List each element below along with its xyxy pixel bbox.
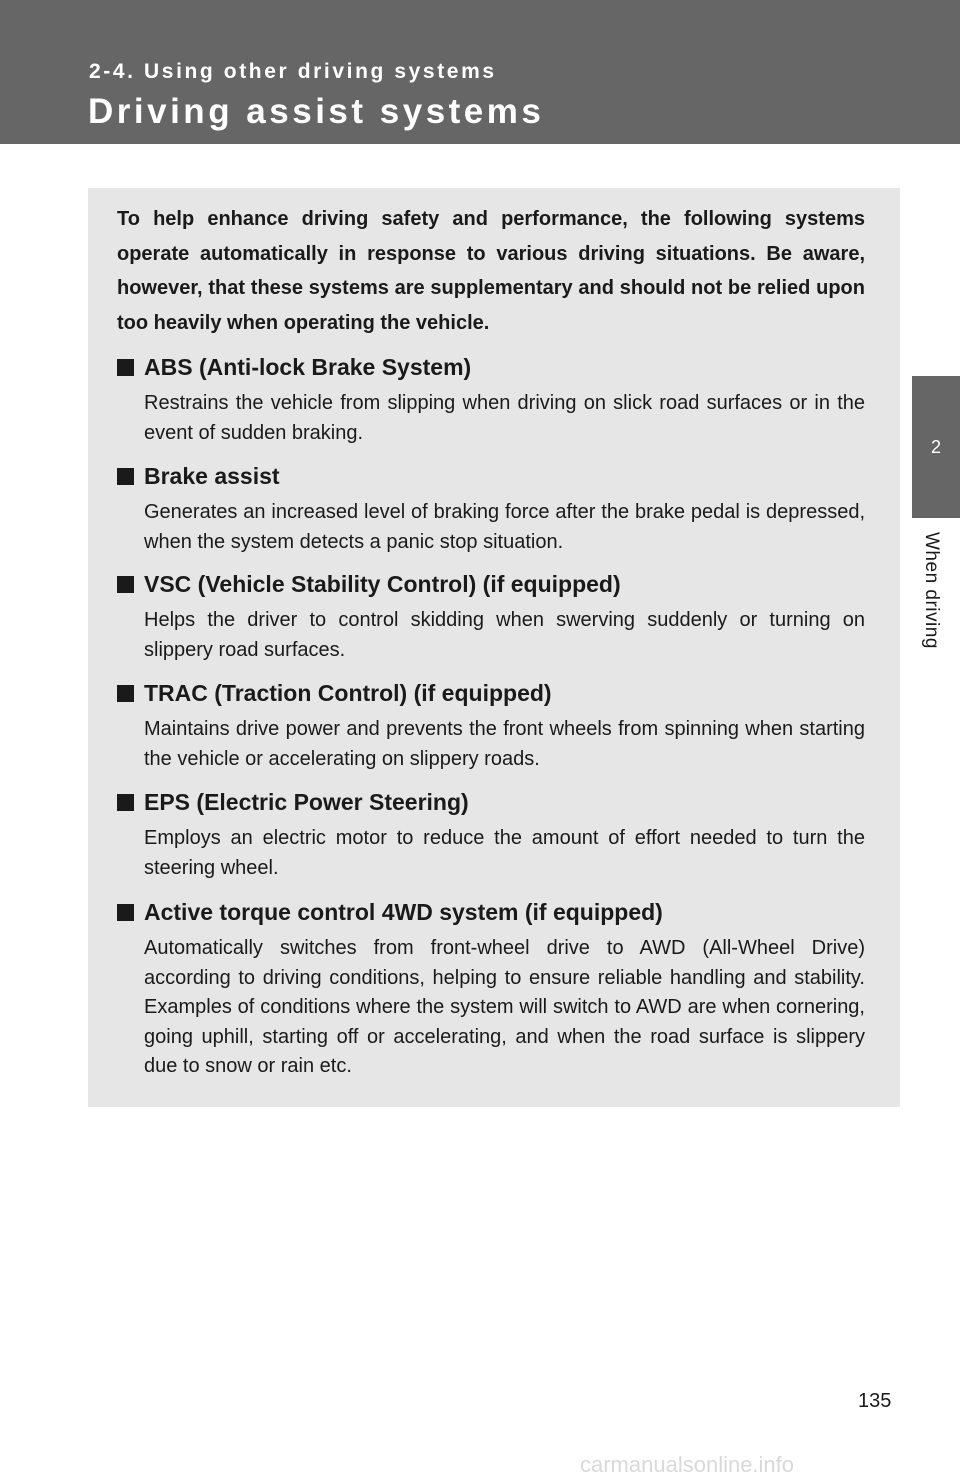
section-eps bbox=[117, 786, 865, 883]
section-body: Maintains drive power and prevents the front wheels from spinning when starting the vehicle or accelerating on slippery roads. bbox=[144, 718, 865, 770]
section-title: VSC (Vehicle Stability Control) (if equipped) bbox=[144, 570, 621, 597]
square-bullet-icon bbox=[117, 904, 134, 921]
section-title: Brake assist bbox=[144, 462, 280, 489]
section-body: Automatically switches from front-wheel drive to AWD (All-Wheel Drive) according to driving conditions, helping to ensure reliable handling and stability. Examples of conditions where the system will switch to AWD are when cornering, going uphill, starting off or accelerating, and when the road surface is slippery due to snow or rain etc. bbox=[144, 937, 865, 1077]
intro-paragraph: To help enhance driving safety and performance, the following systems operate automatically in response to various driving situations. Be aware, however, that these systems are supplementary and should not be relied upon too heavily when operating the vehicle. bbox=[117, 208, 865, 334]
section-label: 2-4. Using other driving systems bbox=[89, 60, 497, 83]
section-abs bbox=[117, 351, 865, 448]
section-heading bbox=[117, 460, 865, 492]
chapter-tab-label: When driving bbox=[921, 532, 942, 649]
section-heading bbox=[117, 568, 865, 600]
section-body: Helps the driver to control skidding when swerving suddenly or turning on slippery road surfaces. bbox=[144, 609, 865, 661]
square-bullet-icon bbox=[117, 794, 134, 811]
section-brake-assist bbox=[117, 460, 865, 557]
section-heading bbox=[117, 351, 865, 383]
section-title: TRAC (Traction Control) (if equipped) bbox=[144, 679, 552, 706]
section-heading bbox=[117, 677, 865, 709]
square-bullet-icon bbox=[117, 576, 134, 593]
chapter-tab-number: 2 bbox=[912, 376, 960, 518]
section-heading bbox=[117, 786, 865, 818]
section-title: ABS (Anti-lock Brake System) bbox=[144, 353, 472, 380]
section-heading bbox=[117, 896, 865, 928]
square-bullet-icon bbox=[117, 685, 134, 702]
side-tab-spacer bbox=[912, 144, 960, 376]
section-body: Generates an increased level of braking force after the brake pedal is depressed, when the system detects a panic stop situation. bbox=[144, 501, 865, 553]
square-bullet-icon bbox=[117, 359, 134, 376]
watermark: carmanualsonline.info bbox=[580, 1452, 795, 1477]
section-4wd bbox=[117, 896, 865, 1082]
page-title: Driving assist systems bbox=[88, 92, 545, 131]
section-title: EPS (Electric Power Steering) bbox=[144, 788, 469, 815]
page-number: 135 bbox=[858, 1390, 892, 1412]
section-vsc bbox=[117, 568, 865, 665]
section-body: Employs an electric motor to reduce the amount of effort needed to turn the steering wheel. bbox=[144, 827, 865, 879]
section-trac bbox=[117, 677, 865, 774]
section-body: Restrains the vehicle from slipping when driving on slick road surfaces or in the event of sudden braking. bbox=[144, 392, 865, 444]
square-bullet-icon bbox=[117, 468, 134, 485]
section-title: Active torque control 4WD system (if equipped) bbox=[144, 898, 663, 925]
